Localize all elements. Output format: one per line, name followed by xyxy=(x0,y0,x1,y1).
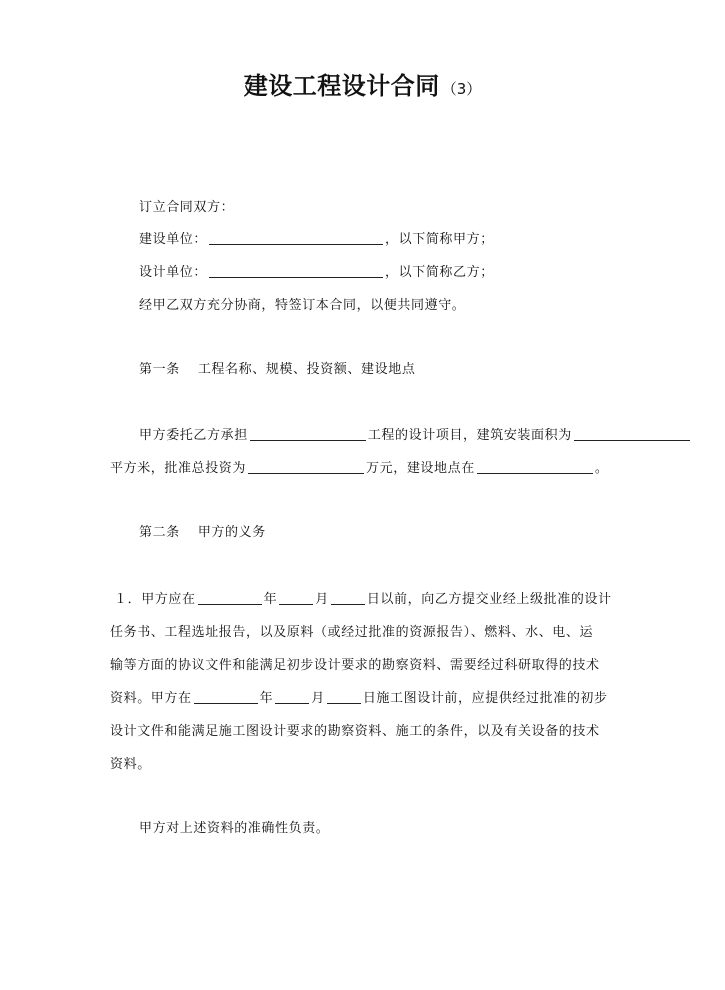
item1-line1-tail: 日以前，向乙方提交业经上级批准的设计 xyxy=(366,592,612,607)
client-label: 建设单位： xyxy=(139,232,208,247)
agreement-text: 经甲乙双方充分协商，特签订本合同，以便共同遵守。 xyxy=(139,298,466,313)
designer-suffix: ，以下简称乙方； xyxy=(385,265,494,280)
project-name-blank[interactable] xyxy=(250,427,366,441)
item1-day2-blank[interactable] xyxy=(327,690,361,704)
item1-line4-prefix: 资料。甲方在 xyxy=(110,691,192,706)
item1-year-label: 年 xyxy=(263,592,278,607)
article1-title: 工程名称、规模、投资额、建设地点 xyxy=(197,362,416,377)
area-blank[interactable] xyxy=(574,427,690,441)
item1-month-blank[interactable] xyxy=(279,591,313,605)
title-suffix: （3） xyxy=(441,80,482,98)
article1-text-b: 工程的设计项目，建筑安装面积为 xyxy=(367,428,572,443)
item1-month-label: 月 xyxy=(315,592,329,607)
parties-label: 订立合同双方： xyxy=(139,200,235,215)
article2-item1-line5 xyxy=(110,723,600,741)
item1-year2-blank[interactable] xyxy=(194,690,258,704)
article1-paragraph-line2 xyxy=(110,460,608,478)
article2-item1-line6 xyxy=(110,756,151,774)
title-main: 建设工程设计合同 xyxy=(243,72,440,100)
designer-label: 设计单位： xyxy=(139,265,208,280)
responsibility-text: 甲方对上述资料的准确性负责。 xyxy=(139,821,330,836)
article1-text-d: 万元，建设地点在 xyxy=(366,461,475,476)
client-line xyxy=(139,231,494,249)
article1-number: 第一条 xyxy=(139,362,180,377)
item1-prefix: １．甲方应在 xyxy=(114,592,196,607)
article1-text-c: 平方米，批准总投资为 xyxy=(110,461,247,476)
article1-text-e: 。 xyxy=(594,461,609,476)
article2-heading xyxy=(139,524,266,542)
item1-line2-text: 任务书、工程选址报告，以及原料（或经过批准的资源报告）、燃料、水、电、运 xyxy=(110,625,594,640)
client-name-blank[interactable] xyxy=(209,231,383,245)
article2-item1-line1 xyxy=(114,591,612,609)
item1-month2-label: 月 xyxy=(311,691,325,706)
item1-day-blank[interactable] xyxy=(331,591,365,605)
item1-line3-text: 输等方面的协议文件和能满足初步设计要求的勘察资料、需要经过科研取得的技术 xyxy=(110,658,600,673)
article2-title: 甲方的义务 xyxy=(197,525,266,540)
item1-year2-label: 年 xyxy=(259,691,274,706)
agreement-line xyxy=(139,297,465,315)
article2-item1-line4 xyxy=(110,690,608,708)
item1-month2-blank[interactable] xyxy=(275,690,309,704)
article1-text-a: 甲方委托乙方承担 xyxy=(139,428,248,443)
item1-year-blank[interactable] xyxy=(198,591,262,605)
designer-name-blank[interactable] xyxy=(209,264,383,278)
designer-line xyxy=(139,264,494,282)
location-blank[interactable] xyxy=(477,460,593,474)
article1-heading xyxy=(139,361,415,379)
article2-item1-line2 xyxy=(110,624,593,642)
article2-item1-line3 xyxy=(110,657,600,675)
article2-number: 第二条 xyxy=(139,525,180,540)
item1-line4-tail: 日施工图设计前，应提供经过批准的初步 xyxy=(362,691,608,706)
item1-line6-text: 资料。 xyxy=(110,757,151,772)
parties-line xyxy=(139,199,234,217)
document-title xyxy=(0,66,725,101)
investment-blank[interactable] xyxy=(248,460,364,474)
responsibility-line xyxy=(139,820,329,838)
article1-paragraph-line1 xyxy=(139,427,692,445)
item1-line5-text: 设计文件和能满足施工图设计要求的勘察资料、施工的条件，以及有关设备的技术 xyxy=(110,724,600,739)
client-suffix: ，以下简称甲方； xyxy=(385,232,494,247)
